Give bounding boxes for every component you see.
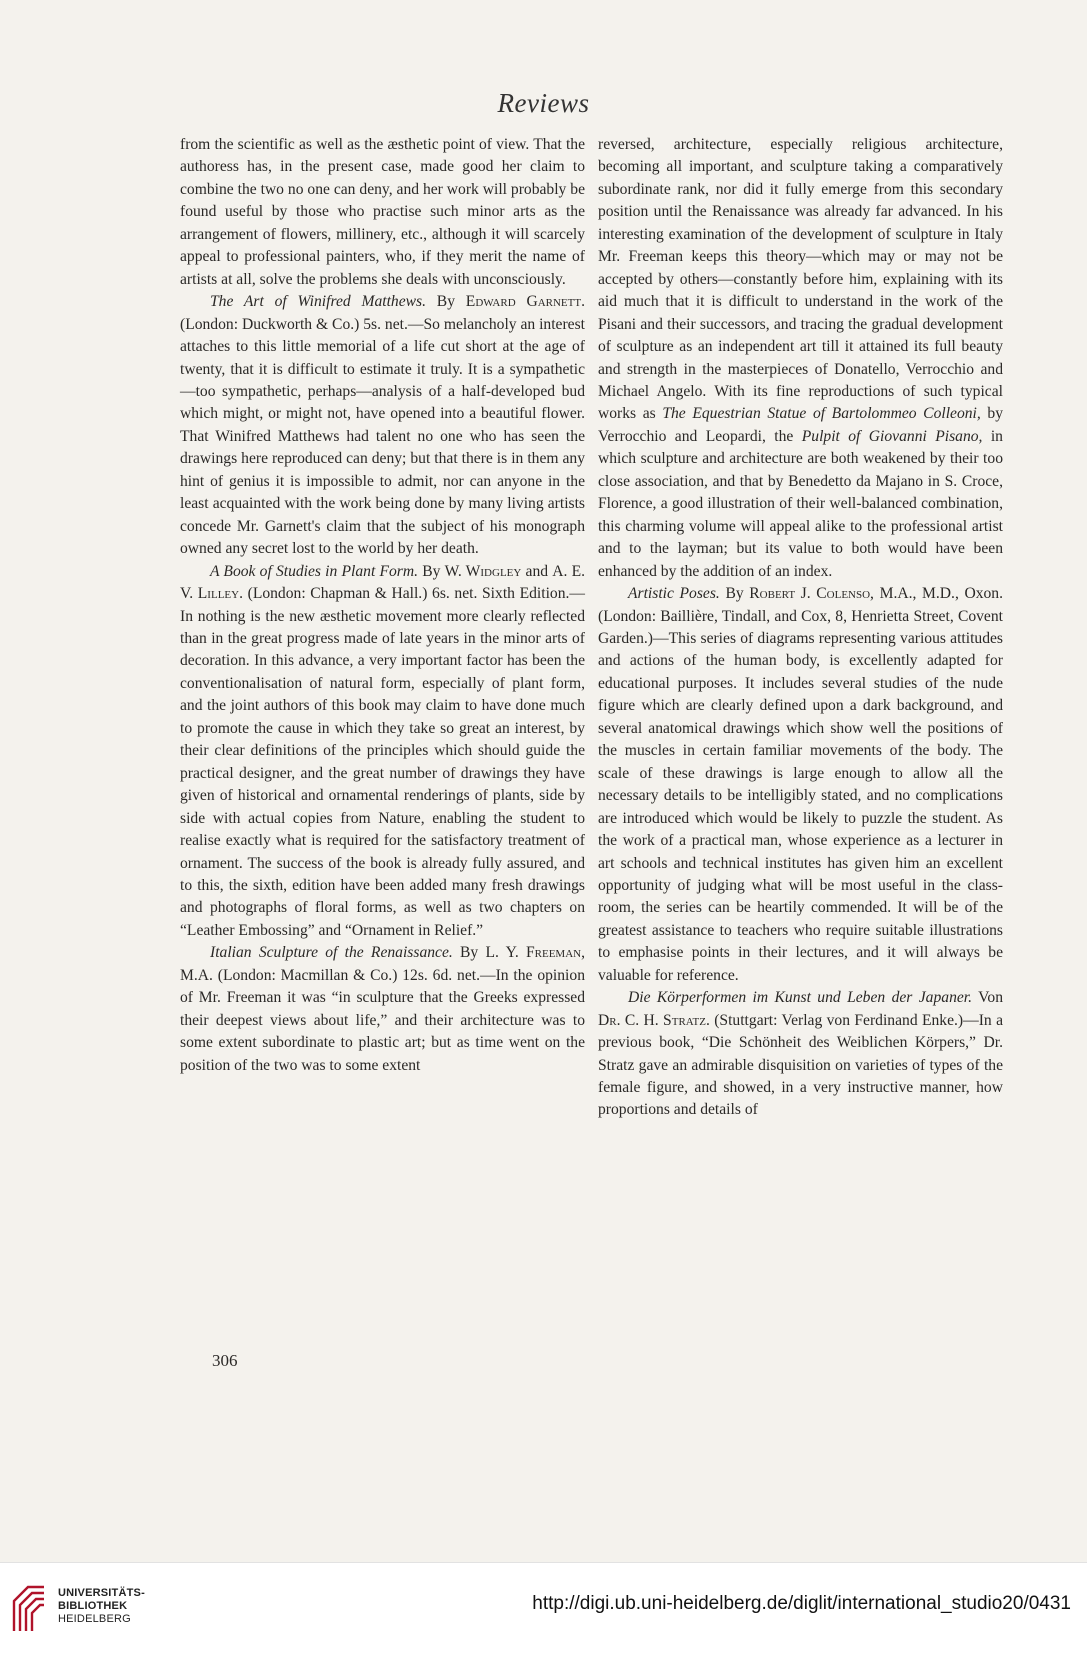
right-column — [598, 134, 1003, 1122]
artwork-title: Pulpit of Giovanni Pisano, — [801, 427, 983, 445]
review-plant-form: A Book of Studies in Plant Form. By W. Widgley and A. E. V. Lilley. (London: Chapman & Hall.) 6s. net. Sixth Edition.—In nothing is the new æsthetic movement more clearly reflected than in the great progress made of late years in the minor arts of decoration. In this advance, a very important factor has been the conventionalisation of natural form, especially of plant form, and the joint authors of this book may claim to have done much to promote the cause in which they take so great an interest, by their clear definitions of the principles which should guide the practical designer, and the great number of drawings they have given of historical and ornamental renderings of plants, side by side with actual copies from Nature, enabling the student to realise exactly what is required for the satisfactory treatment of ornament. The success of the book is already fully assured, and to this, the sixth, edition have been added many fresh drawings and photographs of floral forms, as well as two chapters on “Leather Embossing” and “Ornament in Relief.” — [180, 562, 585, 939]
book-title: Artistic Poses. — [628, 585, 720, 603]
book-title: Die Körperformen im Kunst und Leben der Japaner. — [628, 989, 973, 1007]
footer-bar — [0, 1562, 1087, 1653]
book-title: Italian Sculpture of the Renaissance. — [210, 944, 453, 962]
author-name: A. E. V. Lilley. — [180, 562, 585, 603]
review-body: (London: Duckworth & Co.) 5s. net.—So melancholy an interest attaches to this little memorial of a life cut short at the age of twenty, that it is difficult to estimate it truly. It is a sympathetic—too sympathetic, perhaps—analysis of a half-developed bud which might, or might not, have opened into a beautiful flower. That Winifred Matthews had talent no one who has seen the drawings here reproduced can deny; but that there is in them any hint of genius it is impossible to admit, nor can anyone in the least acquainted with the work being done by many living artists concede Mr. Garnett's claim that the subject of his monograph owned any secret lost to the world by her death. — [180, 315, 585, 558]
review-italian-sculpture: Italian Sculpture of the Renaissance. By L. Y. Freeman, M.A. (London: Macmillan & Co.) 12s. 6d. net.—In the opinion of Mr. Freeman it was “in sculpture that the Greeks expressed their deepest views about life,” and their architecture was to some extent subordinate to plastic art; but as time went on the position of the two was to some extent — [180, 944, 585, 1074]
review-korperformen: Die Körperformen im Kunst und Leben der Japaner. Von Dr. C. H. Stratz. (Stuttgart: Verlag von Ferdinand Enke.)—In a previous book, “Die Schönheit des Weiblichen Körpers,” Dr. Stratz gave an admirable disquisition on varieties of types of the female figure, and showed, in a very instructive manner, how proportions and details of — [598, 989, 1003, 1119]
artwork-title: The Equestrian Statue of Bartolommeo Colleoni, — [662, 405, 981, 423]
page-header: Reviews — [497, 88, 590, 118]
source-url-link[interactable]: http://digi.ub.uni-heidelberg.de/diglit/international_studio20/0431 — [532, 1593, 1071, 1614]
book-title: The Art of Winifred Matthews. — [210, 293, 426, 311]
page-number: 306 — [212, 1351, 238, 1370]
book-title: A Book of Studies in Plant Form. — [210, 562, 419, 580]
right-paragraph-1: reversed, architecture, especially religious architecture, becoming all important, and sculpture taking a comparatively subordinate rank, nor did it fully emerge from this secondary position until the Renaissance was already far advanced. In his interesting examination of the development of sculpture in Italy Mr. Freeman keeps this theory—which may or may not be accepted by others—constantly before him, explaining with its aid much that it is difficult to understand in the work of the Pisani and their successors, and tracing the gradual development of sculpture as an independent art till it attained its full beauty and strength in the masterpieces of Donatello, Verrocchio and Michael Angelo. With its fine reproductions of such typical works as The Equestrian Statue of Bartolommeo Colleoni, by Verrocchio and Leopardi, the Pulpit of Giovanni Pisano, in which sculpture and architecture are both weakened by their too close association, and that by Benedetto da Majano in S. Croce, Florence, a good illustration of their well-balanced combination, this charming volume will appeal alike to the professional artist and to the layman; but its value to both would have been enhanced by the addition of an index. — [598, 136, 1003, 580]
review-artistic-poses: Artistic Poses. By Robert J. Colenso, M.A., M.D., Oxon. (London: Baillière, Tindall, and Cox, 8, Henrietta Street, Covent Garden.)—This series of diagrams representing various attitudes and actions of the human body, is excellently adapted for educational purposes. It includes several studies of the nude figure which are clearly defined upon a dark background, and several anatomical drawings which show well the positions of the muscles in certain familiar movements of the body. The scale of these drawings is large enough to allow all the necessary details to be intelligibly stated, and no complications are introduced which would be likely to puzzle the student. As the work of a practical man, whose experience as a lecturer in art schools and technical institutes has given him an excellent opportunity of judging what will be most useful in the class-room, the series can be heartily commended. It will be of the greatest assistance to teachers who require suitable illustrations to emphasise points in their lectures, and it will always be valuable for reference. — [598, 585, 1004, 984]
review-body: (London: Chapman & Hall.) 6s. net. Sixth Edition.—In nothing is the new æsthetic movement more clearly reflected than in the great progress made of late years in the minor arts of decoration. In this advance, a very important factor has been the conventionalisation of natural form, especially of plant form, and the joint authors of this book may claim to have done much to promote the cause in which they take so great an interest, by their clear definitions of the principles which should guide the practical designer, and the great number of drawings they have given of historical and ornamental renderings of plants, side by side with actual copies from Nature, enabling the student to realise exactly what is required for the satisfactory treatment of ornament. The success of the book is already fully assured, and to this, the sixth, edition have been added many fresh drawings and photographs of floral forms, as well as two chapters on “Leather Embossing” and “Ornament in Relief.” — [180, 585, 585, 939]
author-name: W. Widgley — [444, 562, 522, 580]
author-name: Robert J. Colenso, — [749, 585, 874, 603]
review-body: M.A. (London: Macmillan & Co.) 12s. 6d. net.—In the opinion of Mr. Freeman it was “in sculpture that the Greeks expressed their deepest views about life,” and their architecture was to some extent subordinate to plastic art; but as time went on the position of the two was to some extent — [180, 966, 585, 1074]
library-name: UNIVERSITÄTS- BIBLIOTHEK HEIDELBERG — [58, 1587, 145, 1625]
review-body: M.A., M.D., Oxon. (London: Baillière, Tindall, and Cox, 8, Henrietta Street, Covent Garden.)—This series of diagrams representing various attitudes and actions of the human body, is excellently adapted for educational purposes. It includes several studies of the nude figure which are clearly defined upon a dark background, and several anatomical drawings which show well the positions of the muscles in certain familiar movements of the body. The scale of these drawings is large enough to allow all the necessary details to be intelligibly stated, and no complications are introduced which would be likely to puzzle the student. As the work of a practical man, whose experience as a lecturer in art schools and technical institutes has given him an excellent opportunity of judging what will be most useful in the class-room, the series can be heartily commended. It will be of the greatest assistance to teachers who require suitable illustrations to emphasise points in their lectures, and it will always be valuable for reference. — [598, 585, 1004, 984]
left-paragraph-1: from the scientific as well as the æsthetic point of view. That the authoress has, in the present case, made good her claim to combine the two no one can deny, and her work will probably be found useful by those who practise such minor arts as the arrangement of flowers, millinery, etc., although it will scarcely appeal to professional painters, who, if they merit the name of artists at all, solve the problems she deals with unconsciously. — [180, 136, 585, 288]
author-name: Edward Garnett. — [465, 293, 585, 311]
review-winifred-matthews: The Art of Winifred Matthews. By Edward Garnett. (London: Duckworth & Co.) 5s. net.—So melancholy an interest attaches to this little memorial of a life cut short at the age of twenty, that it is difficult to estimate it truly. It is a sympathetic—too sympathetic, perhaps—analysis of a half-developed bud which might, or might not, have opened into a beautiful flower. That Winifred Matthews had talent no one who has seen the drawings here reproduced can deny; but that there is in them any hint of genius it is impossible to admit, nor can anyone in the least acquainted with the work being done by many living artists concede Mr. Garnett's claim that the subject of his monograph owned any secret lost to the world by her death. — [180, 293, 585, 558]
review-body: (Stuttgart: Verlag von Ferdinand Enke.)—In a previous book, “Die Schönheit des Weiblichen Körpers,” Dr. Stratz gave an admirable disquisition on varieties of types of the female figure, and showed, in a very instructive manner, how proportions and details of — [598, 1011, 1003, 1119]
library-logo-icon — [10, 1583, 50, 1635]
author-name: L. Y. Freeman, — [485, 944, 585, 962]
author-name: Dr. C. H. Stratz. — [598, 1011, 710, 1029]
left-column — [180, 134, 585, 1077]
